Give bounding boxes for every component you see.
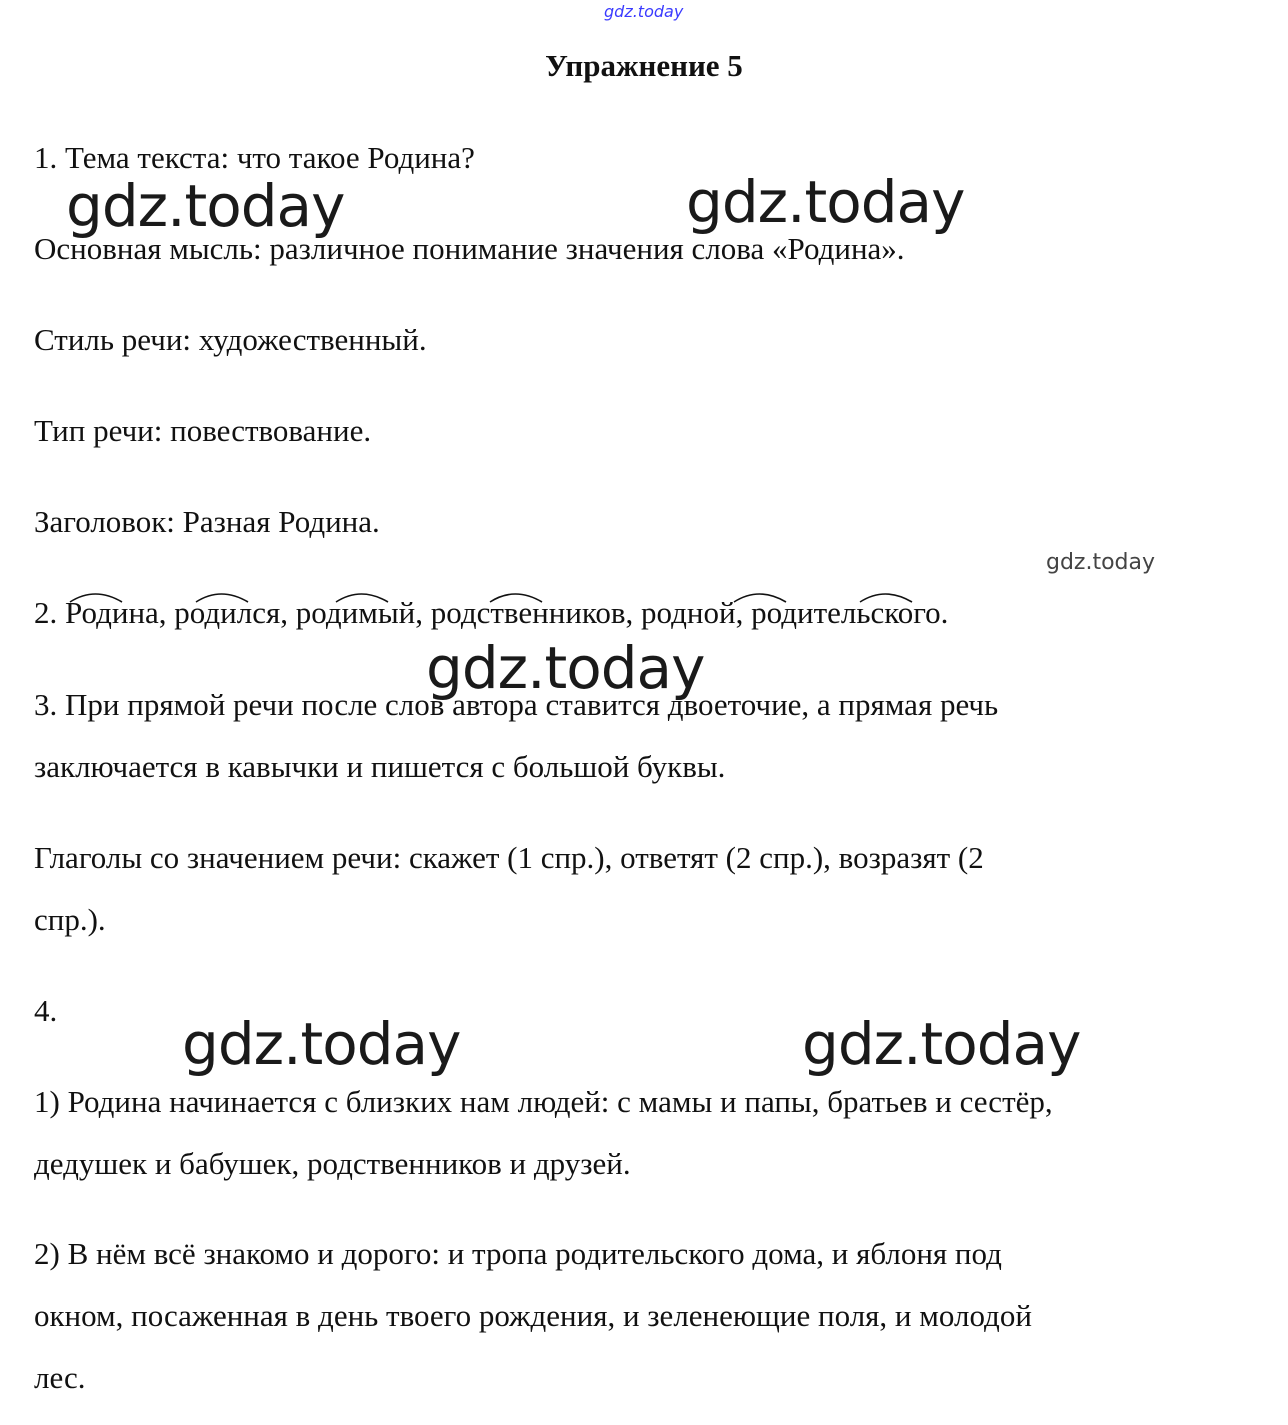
- root-arc-2: [196, 594, 248, 602]
- watermark: gdz.today: [426, 634, 705, 702]
- direct-speech-line-1: 3. При прямой речи после слов автора ставится двоеточие, а прямая речь: [34, 687, 999, 722]
- watermark: gdz.today: [686, 168, 965, 236]
- root-arc-4: [490, 594, 542, 602]
- root-arc-1: [70, 594, 122, 602]
- top-watermark: gdz.today: [604, 2, 684, 21]
- verbs-line-2: спр.).: [34, 902, 106, 937]
- roots-line: 2. Родина, родился, родимый, родственников, родной, родительского.: [34, 595, 949, 630]
- answer-2-line-2: окном, посаженная в день твоего рождения, и зеленеющие поля, и молодой: [34, 1298, 1032, 1333]
- watermark: gdz.today: [802, 1010, 1081, 1078]
- speech-type-line: Тип речи: повествование.: [34, 413, 372, 448]
- speech-style-line: Стиль речи: художественный.: [34, 322, 427, 357]
- main-idea-line: Основная мысль: различное понимание значения слова «Родина».: [34, 231, 905, 266]
- watermark: gdz.today: [1046, 550, 1156, 575]
- answer-2-line-1: 2) В нём всё знакомо и дорого: и тропа родительского дома, и яблоня под: [34, 1236, 1002, 1271]
- heading-line: Заголовок: Разная Родина.: [34, 504, 380, 539]
- root-arc-3: [336, 594, 388, 602]
- page-title: Упражнение 5: [545, 48, 743, 83]
- item-4-label: 4.: [34, 993, 58, 1028]
- answer-1-line-1: 1) Родина начинается с близких нам людей: с мамы и папы, братьев и сестёр,: [34, 1084, 1053, 1119]
- root-arc-6: [860, 594, 912, 602]
- root-arc-5: [734, 594, 786, 602]
- verbs-line-1: Глаголы со значением речи: скажет (1 спр.), ответят (2 спр.), возразят (2: [34, 840, 984, 875]
- answer-2-line-3: лес.: [34, 1360, 86, 1395]
- root-arcs: [0, 582, 1288, 606]
- watermark: gdz.today: [66, 172, 345, 240]
- direct-speech-line-2: заключается в кавычки и пишется с большой буквы.: [34, 749, 726, 784]
- theme-line: 1. Тема текста: что такое Родина?: [34, 140, 475, 175]
- watermark: gdz.today: [182, 1010, 461, 1078]
- answer-1-line-2: дедушек и бабушек, родственников и друзей.: [34, 1146, 631, 1181]
